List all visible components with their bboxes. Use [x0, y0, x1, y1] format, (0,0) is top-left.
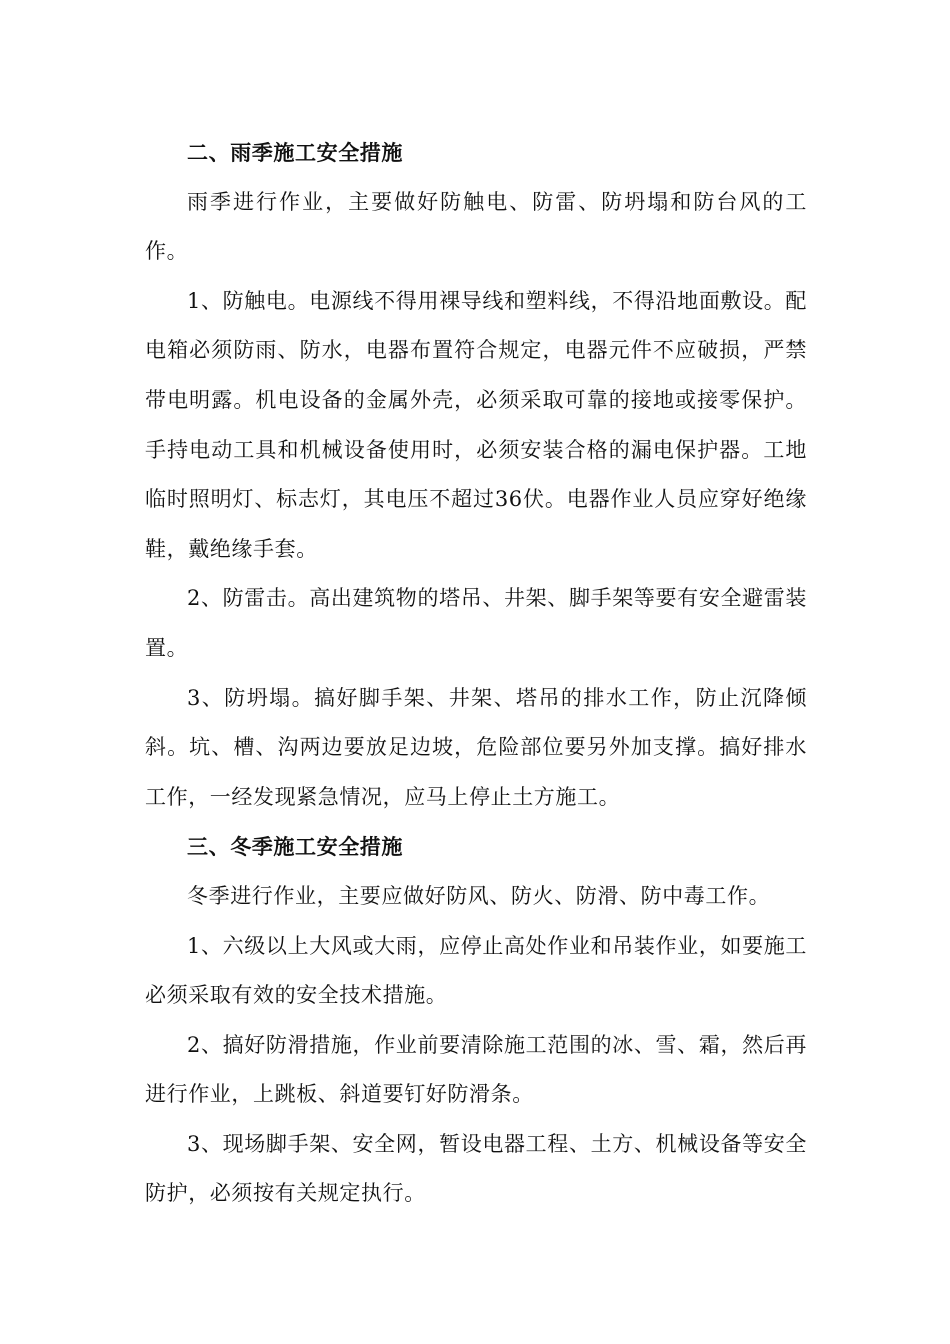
paragraph-rainy-intro: 雨季进行作业，主要做好防触电、防雷、防坍塌和防台风的工作。 [145, 189, 807, 264]
paragraph-site-protection: 3、现场脚手架、安全网，暂设电器工程、土方、机械设备等安全防护，必须按有关规定执行。 [145, 1131, 807, 1206]
paragraph-anti-lightning: 2、防雷击。高出建筑物的塔吊、井架、脚手架等要有安全避雷装置。 [145, 586, 807, 660]
section-heading-winter-season: 三、冬季施工安全措施 [187, 834, 403, 860]
section-heading-rainy-season: 二、雨季施工安全措施 [187, 140, 403, 165]
paragraph-winter-intro: 冬季进行作业，主要应做好防风、防火、防滑、防中毒工作。 [187, 883, 771, 908]
paragraph-strong-wind: 1、六级以上大风或大雨，应停止高处作业和吊装作业，如要施工必须采取有效的安全技术措施。 [145, 933, 807, 1008]
document-body [145, 128, 807, 1219]
paragraph-anti-slip: 2、搞好防滑措施，作业前要清除施工范围的冰、雪、霜，然后再进行作业，上跳板、斜道要钉好防滑条。 [145, 1032, 807, 1107]
paragraph-anti-collapse: 3、防坍塌。搞好脚手架、井架、塔吊的排水工作，防止沉降倾斜。坑、槽、沟两边要放足边坡，危险部位要另外加支撑。搞好排水工作，一经发现紧急情况，应马上停止土方施工。 [145, 685, 807, 809]
paragraph-anti-electric-shock: 1、防触电。电源线不得用裸导线和塑料线，不得沿地面敷设。配电箱必须防雨、防水，电器布置符合规定，电器元件不应破损，严禁带电明露。机电设备的金属外壳，必须采取可靠的接地或接零保护。手持电动工具和机械设备使用时，必须安装合格的漏电保护器。工地临时照明灯、标志灯，其电压不超过36伏。电器作业人员应穿好绝缘鞋，戴绝缘手套。 [145, 288, 807, 561]
